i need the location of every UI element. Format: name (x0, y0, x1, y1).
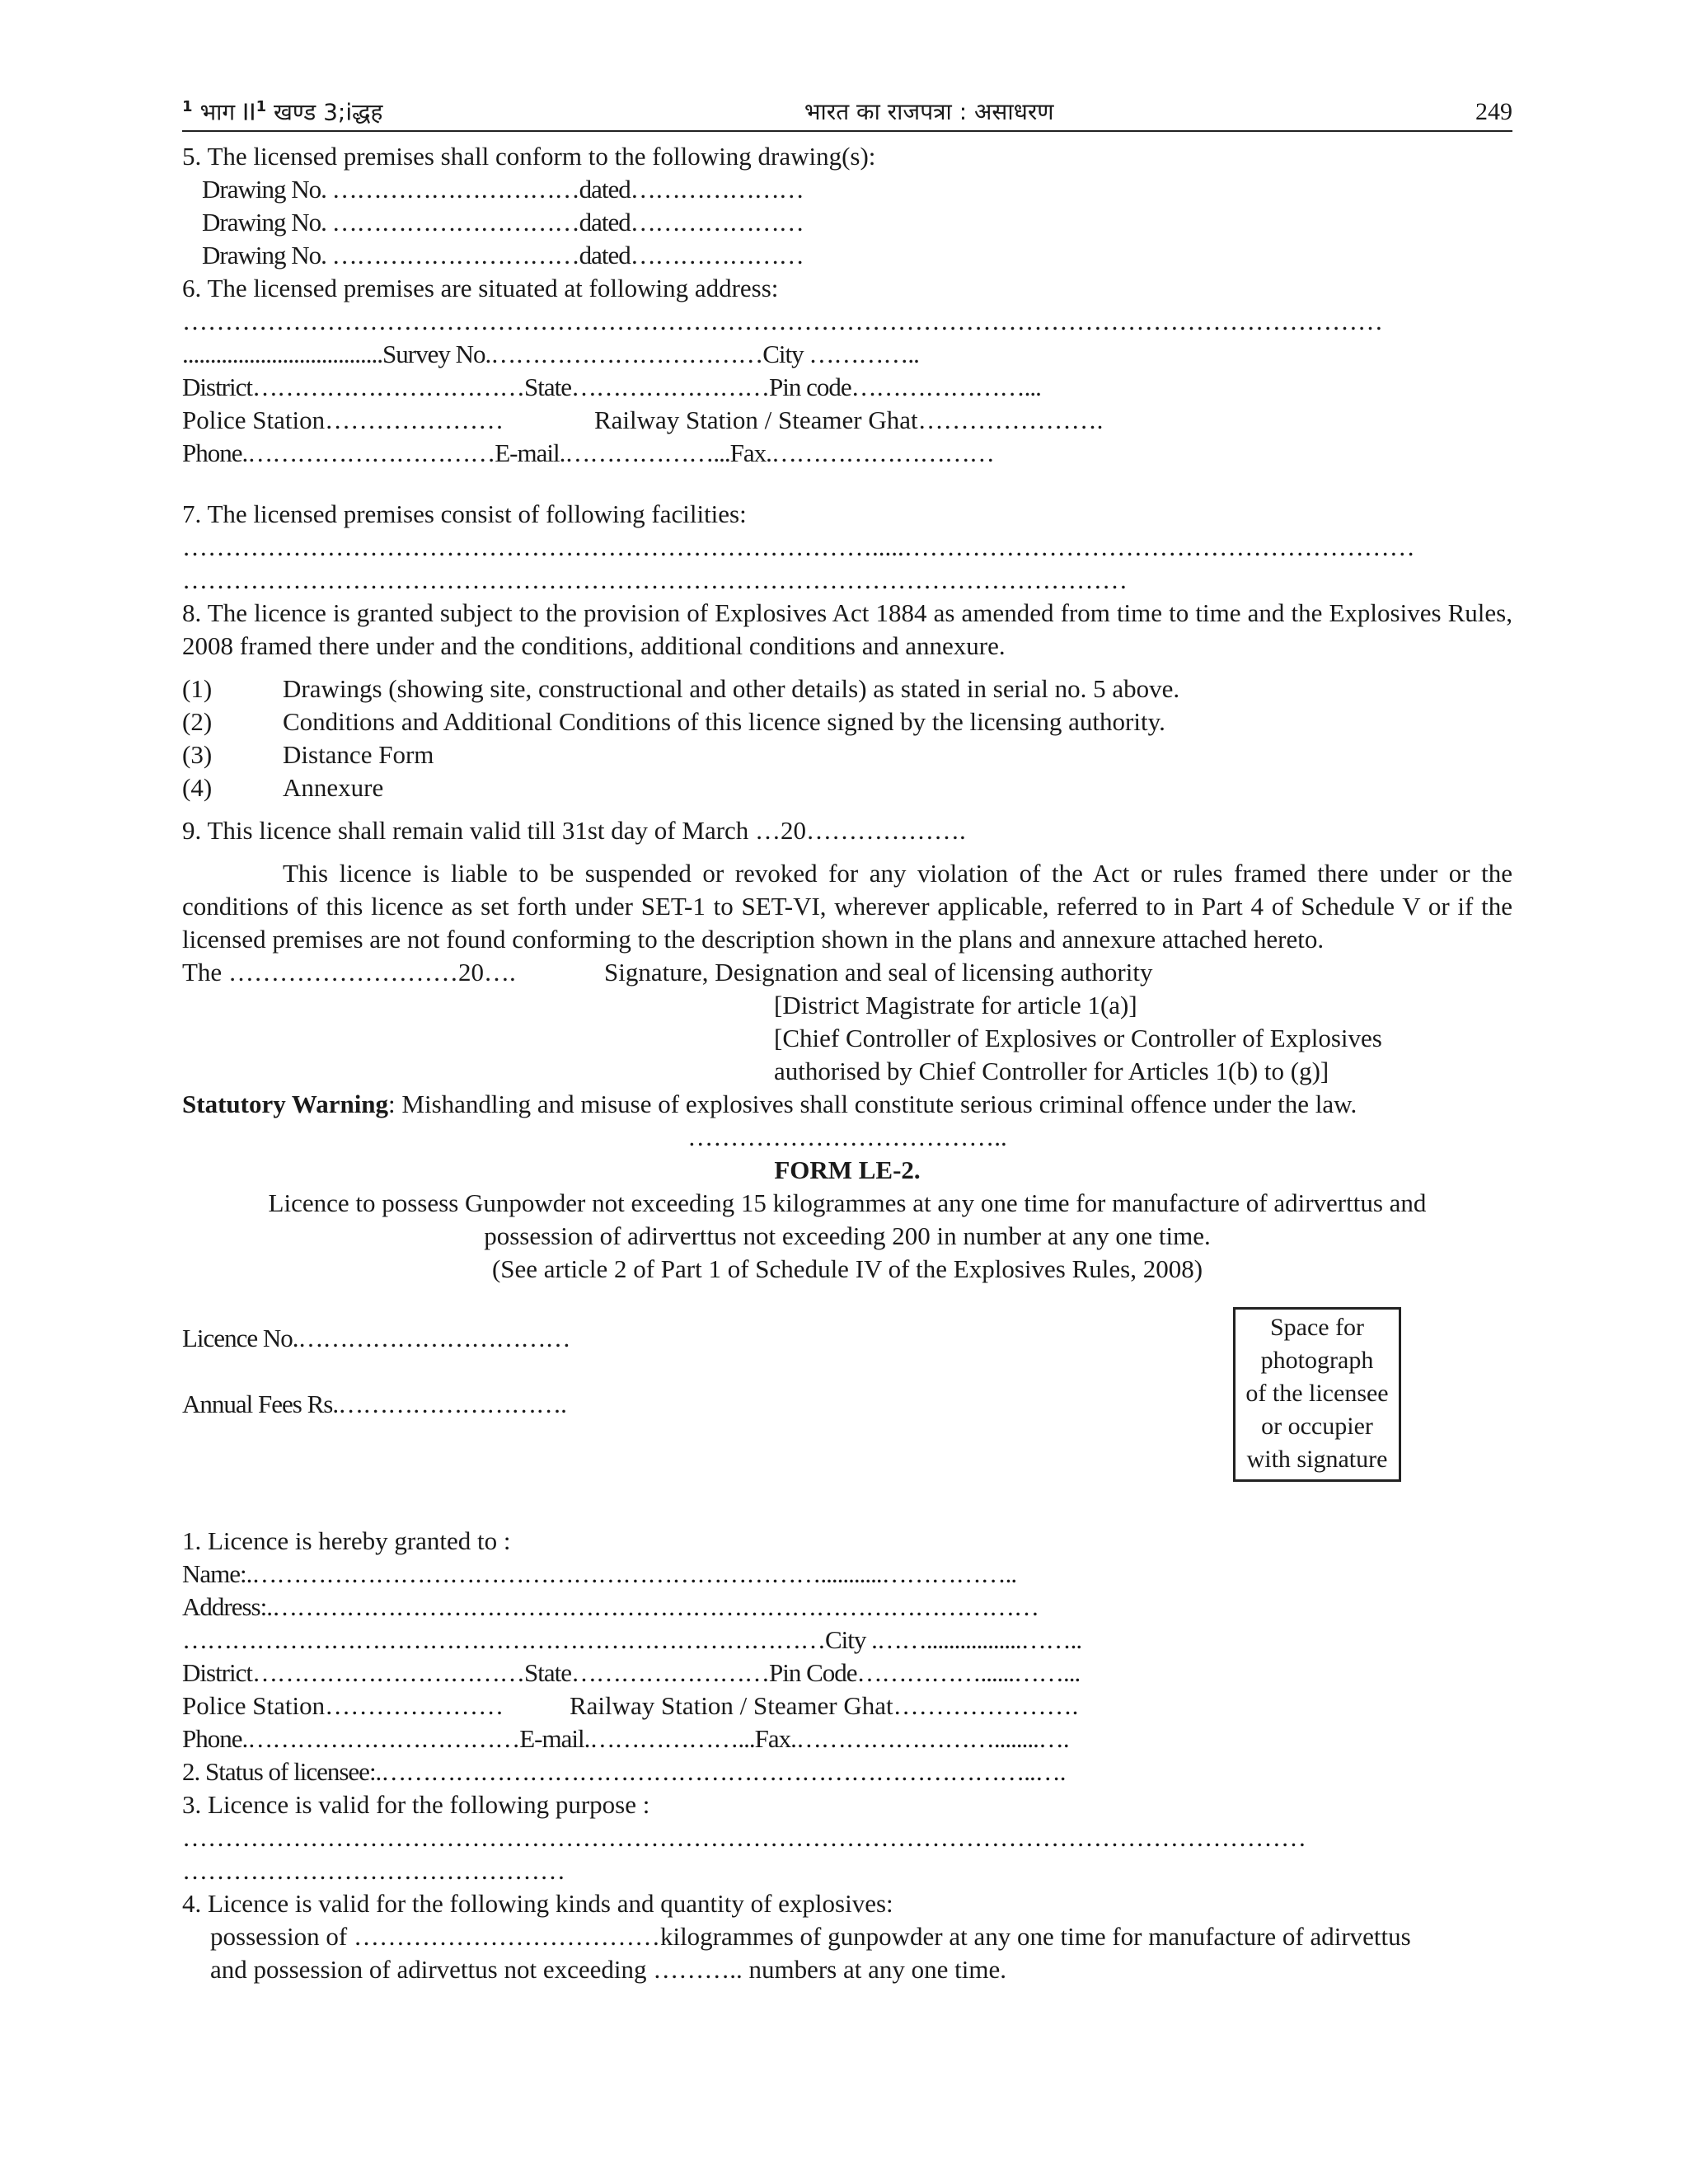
drawing-line-1: Drawing No. …………………………dated………………… (202, 175, 804, 204)
header-part: भाग II (199, 98, 256, 125)
separator-dots: ……………………………….. (687, 1122, 1007, 1151)
condition-item (182, 738, 1512, 771)
condition-item (182, 673, 1512, 705)
page-header (182, 91, 1512, 132)
section-5-title: 5. The licensed premises shall conform to the following drawing(s): (182, 142, 876, 171)
address-field: Address:.………………………………………………………………………………… (182, 1592, 1039, 1621)
item-number: (1) (182, 674, 213, 703)
police-railway-line (182, 404, 1512, 437)
signature-line (182, 956, 1512, 989)
facilities-dots-2: ………………………………………………………………………………………………… (182, 565, 1128, 594)
condition-item (182, 771, 1512, 804)
authority-3: authorised by Chief Controller for Articles 1(b) to (g)] (774, 1057, 1329, 1085)
warning-label: Statutory Warning (182, 1090, 389, 1118)
authority-1: [District Magistrate for article 1(a)] (774, 991, 1137, 1019)
item-text: Conditions and Additional Conditions of this licence signed by the licensing authority. (283, 707, 1165, 736)
section-8-text: 8. The licence is granted subject to the provision of Explosives Act 1884 as amended from time to time and the Explosives Rules, 2008 framed there under and the conditions, additional conditions and annexure. (182, 598, 1512, 660)
item-text: Distance Form (283, 740, 434, 769)
item-number: (3) (182, 740, 213, 769)
liability-paragraph (182, 857, 1512, 956)
status-field: 2. Status of licensee:.……………………………………………………………………..…. (182, 1757, 1066, 1786)
header-part-section (182, 92, 382, 127)
photo-box-line: Space for (1269, 1314, 1365, 1341)
header-mark: 1 (182, 97, 193, 115)
kinds-line-2: and possession of adirvettus not exceeding ……….. numbers at any one time. (210, 1955, 1006, 1984)
drawing-line-2: Drawing No. …………………………dated………………… (202, 208, 804, 237)
header-section: खण्ड 3;iद्धह (274, 98, 383, 125)
city-field: ……………………………………………………………………City .…….................…….. (182, 1625, 1082, 1654)
name-field: Name:.……………………………………………………………...........…………….. (182, 1559, 1017, 1588)
form-subtitle-3: (See article 2 of Part 1 of Schedule IV of the Explosives Rules, 2008) (491, 1254, 1203, 1283)
date-field: The ………………………20…. (182, 958, 516, 987)
form-title: FORM LE-2. (774, 1155, 921, 1184)
survey-line: ....................................Survey No.……………………………City ………….. (182, 340, 919, 368)
warning-text: : Mishandling and misuse of explosives shall constitute serious criminal offence under the law. (388, 1090, 1357, 1118)
phone-field: Phone.……………………………E-mail.………………...Fax.……………………........…. (182, 1724, 1069, 1753)
header-mark-2: 1 (256, 97, 267, 115)
drawing-line-3: Drawing No. …………………………dated………………… (202, 241, 804, 269)
item-number: (4) (182, 773, 213, 802)
purpose-dots-2: ……………………………………… (182, 1856, 565, 1885)
item-text: Drawings (showing site, constructional and other details) as stated in serial no. 5 above. (283, 674, 1180, 703)
photo-placeholder-box (1233, 1307, 1401, 1482)
section-9-text: 9. This licence shall remain valid till 31st day of March …20………………. (182, 816, 966, 845)
form-subtitle-1: Licence to possess Gunpowder not exceeding 15 kilogrammes at any one time for manufacture of adirverttus and (268, 1188, 1427, 1217)
photo-box-line: with signature (1246, 1446, 1388, 1473)
authority-2: [Chief Controller of Explosives or Controller of Explosives (774, 1024, 1382, 1052)
purpose-dots-1: …………………………………………………………………………………………………………………… (182, 1823, 1306, 1852)
signature-label: Signature, Designation and seal of licensing authority (604, 958, 1153, 987)
condition-item (182, 705, 1512, 738)
railway-station-field: Railway Station / Steamer Ghat…………………. (570, 1691, 1079, 1720)
licence-no: Licence No.…………………………… (182, 1324, 570, 1352)
licence-header-block (182, 1286, 1512, 1525)
gazette-page (182, 91, 1512, 2135)
section-7-title: 7. The licensed premises consist of following facilities: (182, 499, 747, 528)
item-number: (2) (182, 707, 213, 736)
district-line: District……………………………State……………………Pin code…………………... (182, 373, 1041, 401)
header-title: भारत का राजपत्रा : असाधरण (804, 98, 1054, 125)
annual-fees: Annual Fees Rs.………………………. (182, 1390, 566, 1418)
railway-station: Railway Station / Steamer Ghat…………………. (594, 405, 1104, 434)
item-text: Annexure (283, 773, 384, 802)
photo-box-line: or occupier (1261, 1413, 1373, 1440)
statutory-warning (182, 1088, 1512, 1121)
police-station: Police Station………………… (182, 405, 504, 434)
liability-text: This licence is liable to be suspended or revoked for any violation of the Act or rules framed there under or the conditions of this licence as set forth under SET-1 to SET-VI, wherever applicable, referred to in Part 4 of Schedule V or if the licensed premises are not found conforming to the description shown in the plans and annexure attached hereto. (182, 859, 1512, 954)
section-6-title: 6. The licensed premises are situated at following address: (182, 274, 779, 302)
page-number: 249 (1475, 98, 1512, 125)
photo-box-line: of the licensee (1245, 1380, 1389, 1407)
phone-line: Phone.…………………………E-mail.………………...Fax.……………………… (182, 438, 994, 467)
facilities-dots-1: ……………………………………………………………………….....…………………………………………………… (182, 532, 1415, 561)
photo-box-line: photograph (1260, 1347, 1374, 1374)
police-railway-field (182, 1690, 1512, 1722)
granted-label: 1. Licence is hereby granted to : (182, 1526, 511, 1555)
district-field: District……………………………State……………………Pin Code……………......……... (182, 1658, 1081, 1687)
kinds-line-1: possession of ………………………………kilogrammes of gunpowder at any one time for manufacture of adirvettus (210, 1922, 1411, 1951)
kinds-label: 4. Licence is valid for the following kinds and quantity of explosives: (182, 1889, 893, 1918)
purpose-label: 3. Licence is valid for the following purpose : (182, 1790, 650, 1819)
police-station-field: Police Station………………… (182, 1691, 504, 1720)
form-subtitle-2: possession of adirverttus not exceeding 200 in number at any one time. (484, 1221, 1211, 1250)
address-dots: …………………………………………………………………………………………………………………………… (182, 307, 1383, 335)
